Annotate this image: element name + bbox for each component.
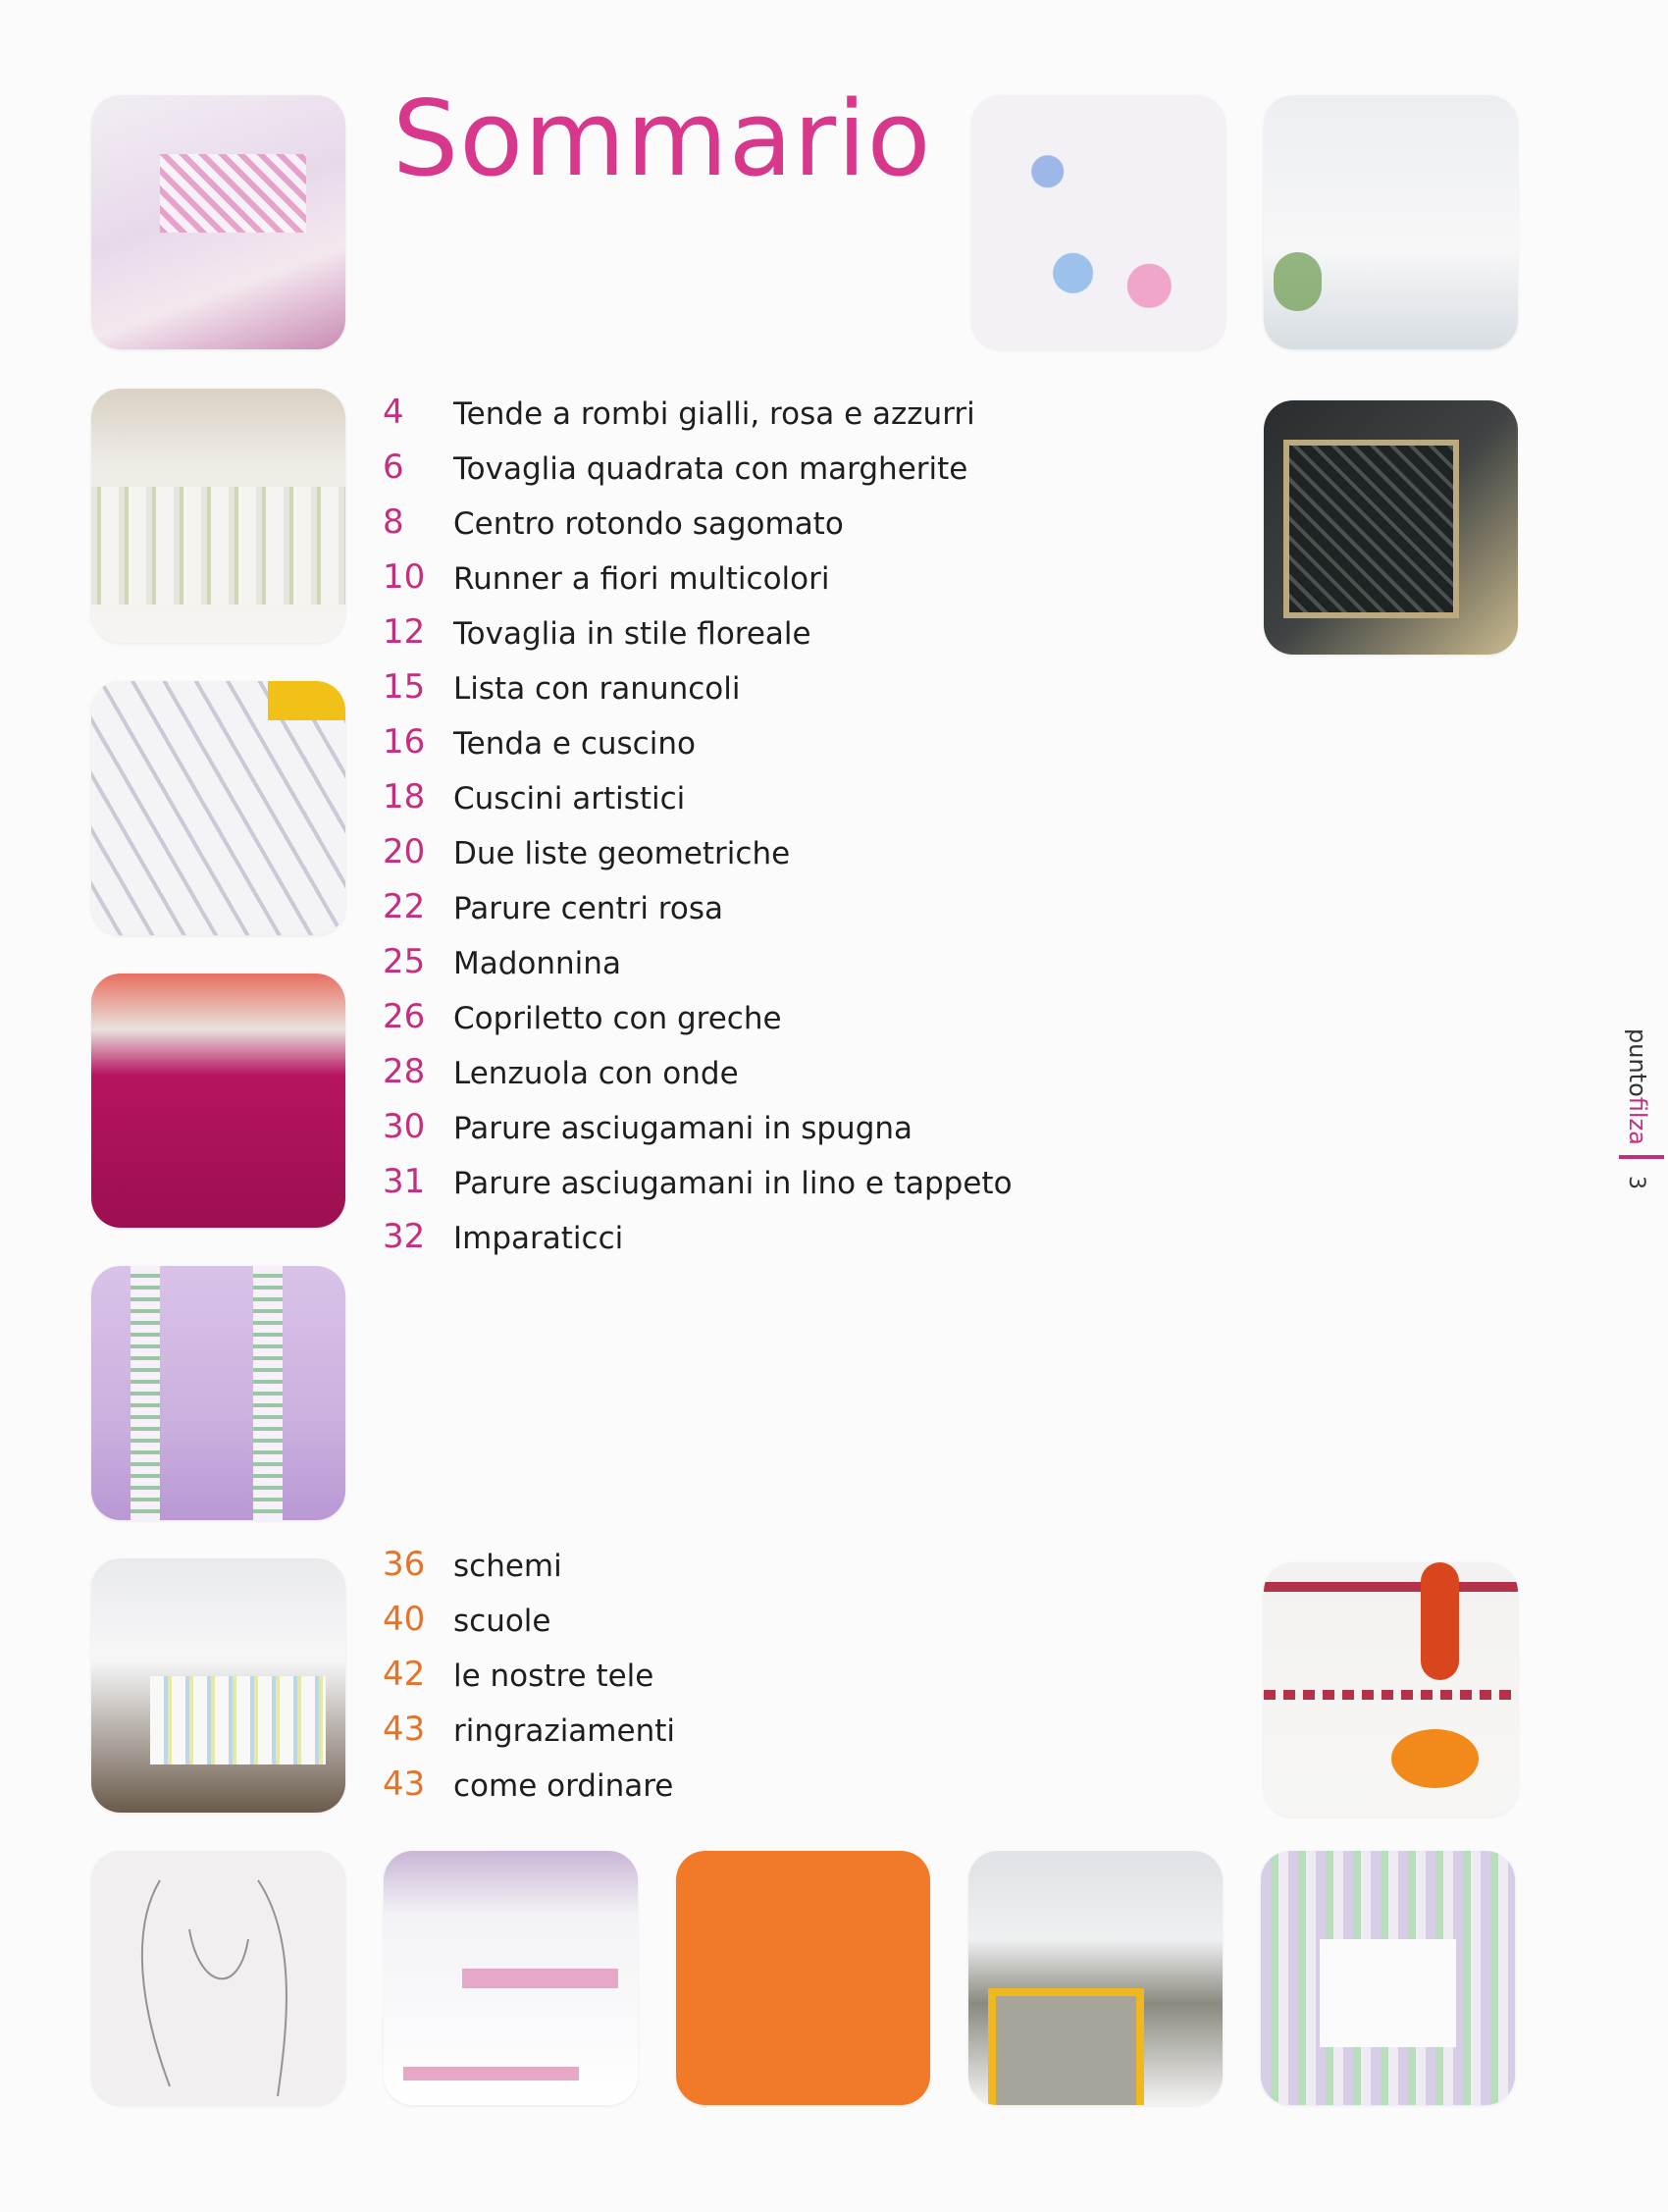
toc-title: Copriletto con greche — [453, 1001, 782, 1036]
photo-green-diamond-fabric — [91, 681, 345, 935]
brand-part-b: filza — [1624, 1096, 1651, 1145]
toc-page-number: 8 — [383, 502, 404, 542]
photo-white-curtain-diamonds — [1264, 95, 1518, 349]
section-title: le nostre tele — [453, 1659, 654, 1694]
toc-title: Runner a fiori multicolori — [453, 561, 830, 597]
toc-page-number: 26 — [383, 997, 426, 1036]
photo-white-bedspread — [91, 389, 345, 643]
toc-page-number: 28 — [383, 1052, 426, 1091]
photo-magenta-towel — [91, 974, 345, 1228]
toc-page-number: 12 — [383, 612, 426, 652]
photo-pink-embroidered-pillow — [91, 95, 345, 349]
page-number: 3 — [1624, 1176, 1648, 1189]
toc-page-number: 32 — [383, 1217, 426, 1256]
toc-title: Due liste geometriche — [453, 836, 791, 871]
photo-lilac-pillowcases — [91, 1266, 345, 1520]
photo-dark-cushions — [1264, 400, 1518, 655]
toc-title: Lenzuola con onde — [453, 1056, 739, 1091]
section-page-number: 36 — [383, 1545, 426, 1584]
toc-title: Tende a rombi gialli, rosa e azzurri — [453, 396, 975, 432]
section-title: ringraziamenti — [453, 1713, 675, 1749]
toc-page-number: 22 — [383, 887, 426, 926]
toc-title: Tenda e cuscino — [453, 726, 696, 762]
toc-page-number: 25 — [383, 942, 426, 981]
photo-madonna-drawing — [91, 1851, 345, 2105]
toc-page-number: 20 — [383, 832, 426, 871]
toc-title: Parure asciugamani in lino e tappeto — [453, 1166, 1013, 1201]
photo-white-runner-flowers — [91, 1558, 345, 1813]
toc-page-number: 10 — [383, 557, 426, 597]
toc-page-number: 30 — [383, 1107, 426, 1146]
section-title: scuole — [453, 1604, 551, 1639]
photo-floral-border-tablecloth — [1261, 1851, 1515, 2105]
brand-divider — [1619, 1155, 1664, 1159]
toc-title: Centro rotondo sagomato — [453, 506, 844, 542]
section-title: schemi — [453, 1549, 562, 1584]
toc-title: Parure asciugamani in spugna — [453, 1111, 913, 1146]
toc-title: Tovaglia quadrata con margherite — [453, 451, 968, 487]
photo-floral-tablecloth-blue-glasses — [971, 95, 1225, 349]
photo-red-border-runner-orange-vase — [1264, 1562, 1518, 1817]
photo-dining-table-runner — [968, 1851, 1223, 2105]
toc-page-number: 31 — [383, 1162, 426, 1201]
toc-page-number: 16 — [383, 722, 426, 762]
toc-page-number: 6 — [383, 448, 404, 487]
brand-part-a: punto — [1624, 1028, 1651, 1097]
magazine-brand — [1624, 1028, 1651, 1145]
toc-page-number: 18 — [383, 777, 426, 816]
page-title: Sommario — [392, 79, 932, 199]
toc-title: Parure centri rosa — [453, 891, 723, 926]
section-page-number: 43 — [383, 1710, 426, 1749]
photo-white-towels-pink-border — [384, 1851, 638, 2105]
orange-color-tile — [676, 1851, 930, 2105]
section-title: come ordinare — [453, 1768, 674, 1804]
toc-title: Madonnina — [453, 946, 621, 981]
toc-title: Tovaglia in stile floreale — [453, 616, 811, 652]
section-page-number: 42 — [383, 1655, 426, 1694]
section-page-number: 40 — [383, 1600, 426, 1639]
toc-title: Lista con ranuncoli — [453, 671, 741, 707]
toc-page-number: 15 — [383, 667, 426, 707]
toc-page-number: 4 — [383, 393, 404, 432]
toc-title: Cuscini artistici — [453, 781, 686, 816]
toc-title: Imparaticci — [453, 1221, 624, 1256]
section-page-number: 43 — [383, 1764, 426, 1804]
